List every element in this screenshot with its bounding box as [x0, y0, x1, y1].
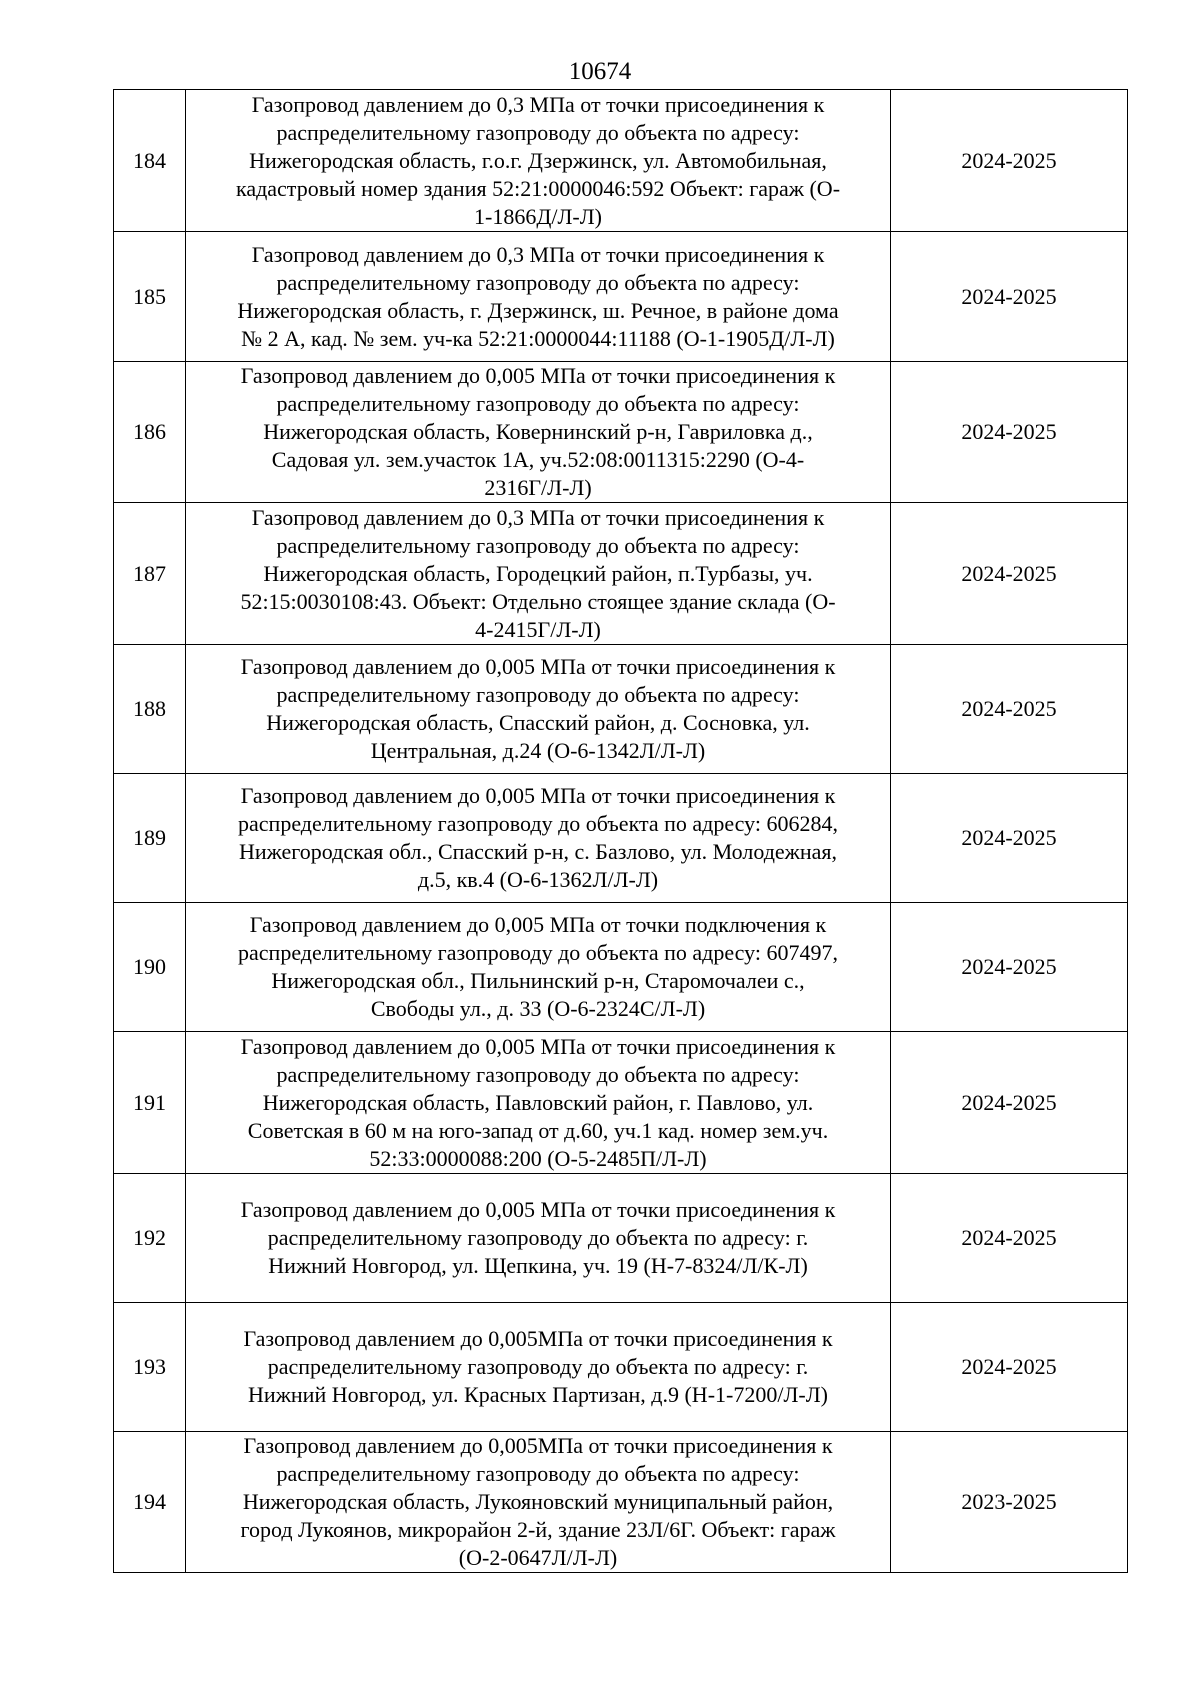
table-row	[114, 645, 1128, 774]
row-number: 188	[114, 645, 186, 774]
table-row	[114, 774, 1128, 903]
row-description: Газопровод давлением до 0,3 МПа от точки присоединения к распределительному газопроводу до объекта по адресу: Нижегородская область, Городецкий район, п.Турбазы, уч. 52:15:0030108:43. Объект: Отдельно стоящее здание склада (О- 4-2415Г/Л-Л)	[186, 503, 891, 645]
row-period: 2024-2025	[891, 503, 1128, 645]
table-row	[114, 232, 1128, 362]
row-number: 187	[114, 503, 186, 645]
row-description: Газопровод давлением до 0,005 МПа от точки присоединения к распределительному газопроводу до объекта по адресу: Нижегородская область, Ковернинский р-н, Гавриловка д., Садовая ул. зем.участок 1А, уч.52:08:0011315:2290 (О-4- 2316Г/Л-Л)	[186, 362, 891, 503]
row-number: 185	[114, 232, 186, 362]
row-period: 2023-2025	[891, 1432, 1128, 1573]
row-description: Газопровод давлением до 0,005 МПа от точки подключения к распределительному газопроводу до объекта по адресу: 607497, Нижегородская обл., Пильнинский р-н, Старомочалеи с., Свободы ул., д. 33 (О-6-2324С/Л-Л)	[186, 903, 891, 1032]
table-row	[114, 90, 1128, 232]
table-row	[114, 1303, 1128, 1432]
row-period: 2024-2025	[891, 1303, 1128, 1432]
row-number: 191	[114, 1032, 186, 1174]
row-description: Газопровод давлением до 0,005 МПа от точки присоединения к распределительному газопроводу до объекта по адресу: Нижегородская область, Спасский район, д. Сосновка, ул. Центральная, д.24 (О-6-1342Л/Л-Л)	[186, 645, 891, 774]
row-number: 193	[114, 1303, 186, 1432]
table-row	[114, 1032, 1128, 1174]
row-number: 194	[114, 1432, 186, 1573]
row-period: 2024-2025	[891, 903, 1128, 1032]
row-description: Газопровод давлением до 0,005 МПа от точки присоединения к распределительному газопроводу до объекта по адресу: г. Нижний Новгород, ул. Щепкина, уч. 19 (Н-7-8324/Л/К-Л)	[186, 1174, 891, 1303]
row-period: 2024-2025	[891, 774, 1128, 903]
table-row	[114, 903, 1128, 1032]
table-row	[114, 503, 1128, 645]
row-period: 2024-2025	[891, 645, 1128, 774]
row-description: Газопровод давлением до 0,005МПа от точки присоединения к распределительному газопроводу до объекта по адресу: г. Нижний Новгород, ул. Красных Партизан, д.9 (Н-1-7200/Л-Л)	[186, 1303, 891, 1432]
row-description: Газопровод давлением до 0,005 МПа от точки присоединения к распределительному газопроводу до объекта по адресу: Нижегородская область, Павловский район, г. Павлово, ул. Советская в 60 м на юго-запад от д.60, уч.1 кад. номер зем.уч. 52:33:0000088:200 (О-5-2485П/Л-Л)	[186, 1032, 891, 1174]
row-period: 2024-2025	[891, 362, 1128, 503]
table-row	[114, 1174, 1128, 1303]
row-description: Газопровод давлением до 0,005МПа от точки присоединения к распределительному газопроводу до объекта по адресу: Нижегородская область, Лукояновский муниципальный район, город Лукоянов, микрорайон 2-й, здание 23Л/6Г. Объект: гараж (О-2-0647Л/Л-Л)	[186, 1432, 891, 1573]
row-number: 189	[114, 774, 186, 903]
row-description: Газопровод давлением до 0,005 МПа от точки присоединения к распределительному газопроводу до объекта по адресу: 606284, Нижегородская обл., Спасский р-н, с. Базлово, ул. Молодежная, д.5, кв.4 (О-6-1362Л/Л-Л)	[186, 774, 891, 903]
row-period: 2024-2025	[891, 90, 1128, 232]
page-number: 10674	[568, 58, 632, 85]
row-period: 2024-2025	[891, 1032, 1128, 1174]
table-row	[114, 362, 1128, 503]
row-description: Газопровод давлением до 0,3 МПа от точки присоединения к распределительному газопроводу до объекта по адресу: Нижегородская область, г. Дзержинск, ш. Речное, в районе дома № 2 А, кад. № зем. уч-ка 52:21:0000044:11188 (О-1-1905Д/Л-Л)	[186, 232, 891, 362]
row-number: 192	[114, 1174, 186, 1303]
gas-pipeline-table	[113, 89, 1128, 1573]
row-number: 186	[114, 362, 186, 503]
row-description: Газопровод давлением до 0,3 МПа от точки присоединения к распределительному газопроводу до объекта по адресу: Нижегородская область, г.о.г. Дзержинск, ул. Автомобильная, кадастровый номер здания 52:21:0000046:592 Объект: гараж (О- 1-1866Д/Л-Л)	[186, 90, 891, 232]
row-period: 2024-2025	[891, 1174, 1128, 1303]
row-period: 2024-2025	[891, 232, 1128, 362]
table-row	[114, 1432, 1128, 1573]
row-number: 190	[114, 903, 186, 1032]
row-number: 184	[114, 90, 186, 232]
